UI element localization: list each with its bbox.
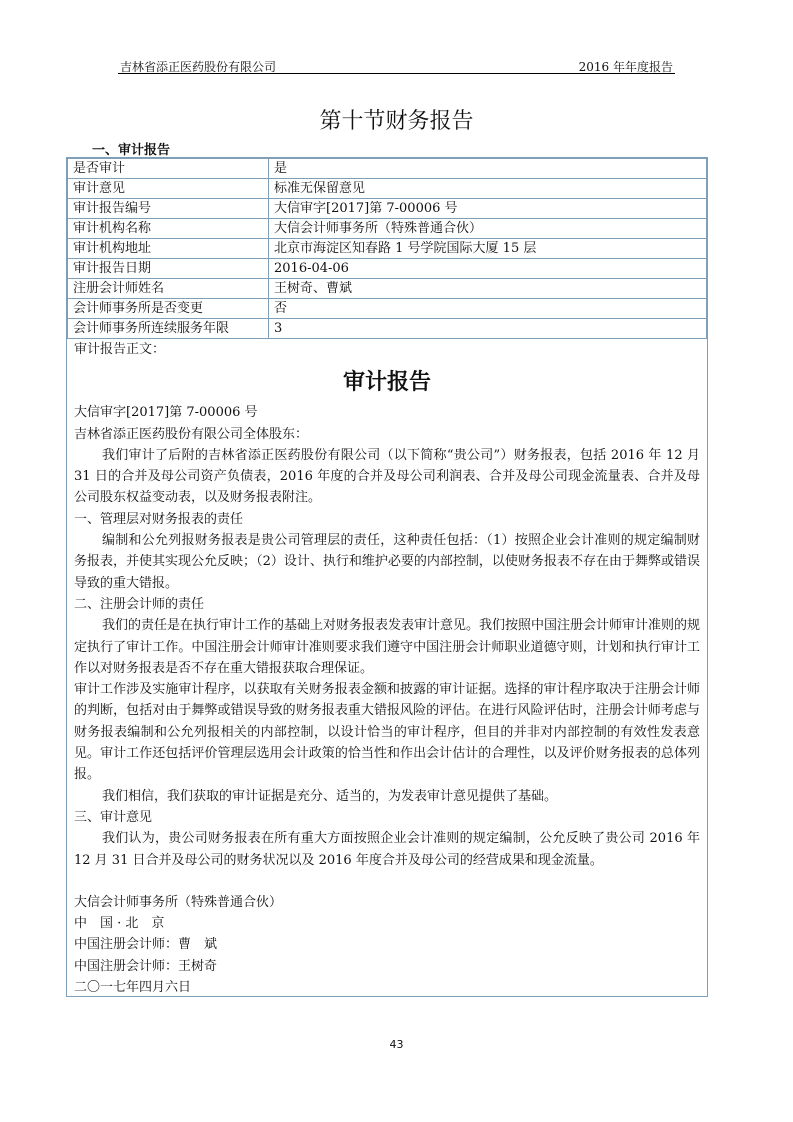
cpa-signature-1: 中国注册会计师：曹 斌 <box>74 937 218 953</box>
table-row <box>68 219 707 239</box>
row-key: 注册会计师姓名 <box>68 279 269 299</box>
audit-report-box <box>66 157 708 997</box>
row-key: 会计师事务所连续服务年限 <box>68 319 269 339</box>
audit-report-title: 审计报告 <box>342 370 431 396</box>
row-value: 北京市海淀区知春路 1 号学院国际大厦 15 层 <box>269 239 707 259</box>
table-row <box>68 199 707 219</box>
paragraph-evidence: 我们相信，我们获取的审计证据是充分、适当的，为发表审计意见提供了基础。 <box>102 788 558 804</box>
table-row <box>68 279 707 299</box>
table-row <box>68 319 707 339</box>
row-key: 是否审计 <box>68 159 269 179</box>
row-key: 审计报告编号 <box>68 199 269 219</box>
page-title: 第十节财务报告 <box>319 109 474 134</box>
row-key: 审计机构地址 <box>68 239 269 259</box>
table-row <box>68 159 707 179</box>
row-value: 大信审字[2017]第 7-00006 号 <box>269 199 707 219</box>
header-report: 2016 年年度报告 <box>578 60 673 74</box>
header-company: 吉林省添正医药股份有限公司 <box>120 60 277 74</box>
paragraph-opinion: 我们认为，贵公司财务报表在所有重大方面按照企业会计准则的规定编制，公允反映了贵公司 2016 年 12 月 31 日合并及母公司的财务状况以及 2016 年度合并及母公司的经营成果和现金流量。 <box>74 831 700 868</box>
table-row <box>68 239 707 259</box>
row-value: 否 <box>269 299 707 319</box>
report-date: 二〇一七年四月六日 <box>74 980 192 996</box>
section-title: 一、审计报告 <box>92 143 171 158</box>
header-rule <box>118 73 675 74</box>
firm-name: 大信会计师事务所（特殊普通合伙） <box>74 894 283 910</box>
table-row <box>68 179 707 199</box>
table-row <box>68 259 707 279</box>
table-row <box>68 299 707 319</box>
heading-audit-opinion: 三、审计意见 <box>74 809 153 825</box>
row-value: 标准无保留意见 <box>269 179 707 199</box>
row-key: 审计机构名称 <box>68 219 269 239</box>
row-value: 3 <box>269 319 707 339</box>
row-value: 是 <box>269 159 707 179</box>
row-key: 会计师事务所是否变更 <box>68 299 269 319</box>
body-label: 审计报告正文： <box>74 342 166 357</box>
row-value: 大信会计师事务所（特殊普通合伙） <box>269 219 707 239</box>
row-key: 审计意见 <box>68 179 269 199</box>
heading-management-responsibility: 一、管理层对财务报表的责任 <box>74 511 244 527</box>
cpa-signature-2: 中国注册会计师：王树奇 <box>74 958 218 974</box>
addressee: 吉林省添正医药股份有限公司全体股东： <box>74 426 309 442</box>
audit-report-body <box>67 339 707 998</box>
report-number: 大信审字[2017]第 7-00006 号 <box>74 405 258 421</box>
audit-info-table <box>67 158 707 339</box>
paragraph-intro: 我们审计了后附的吉林省添正医药股份有限公司（以下简称“贵公司”）财务报表，包括 2016 年 12 月 31 日的合并及母公司资产负债表，2016 年度的合并及母公司利润表、合并及母公司现金流量表、合并及母公司股东权益变动表，以及财务报表附注。 <box>74 447 700 506</box>
paragraph-management: 编制和公允列报财务报表是贵公司管理层的责任，这种责任包括：（1）按照企业会计准则的规定编制财务报表，并使其实现公允反映；（2）设计、执行和维护必要的内部控制，以使财务报表不存在由于舞弊或错误导致的重大错报。 <box>74 533 700 591</box>
page-number: 43 <box>389 1038 404 1051</box>
firm-location: 中 国 · 北 京 <box>74 916 165 932</box>
row-value: 王树奇、曹斌 <box>269 279 707 299</box>
row-key: 审计报告日期 <box>68 259 269 279</box>
heading-cpa-responsibility: 二、注册会计师的责任 <box>74 596 205 612</box>
row-value: 2016-04-06 <box>269 259 707 279</box>
paragraph-cpa: 我们的责任是在执行审计工作的基础上对财务报表发表审计意见。我们按照中国注册会计师审计准则的规定执行了审计工作。中国注册会计师审计准则要求我们遵守中国注册会计师职业道德守则，计划和执行审计工作以对财务报表是否不存在重大错报获取合理保证。 <box>74 618 701 676</box>
paragraph-procedures: 审计工作涉及实施审计程序，以获取有关财务报表金额和披露的审计证据。选择的审计程序取决于注册会计师的判断，包括对由于舞弊或错误导致的财务报表重大错报风险的评估。在进行风险评估时，注册会计师考虑与财务报表编制和公允列报相关的内部控制，以设计恰当的审计程序，但目的并非对内部控制的有效性发表意见。审计工作还包括评价管理层选用会计政策的恰当性和作出会计估计的合理性，以及评价财务报表的总体列报。 <box>74 682 700 783</box>
